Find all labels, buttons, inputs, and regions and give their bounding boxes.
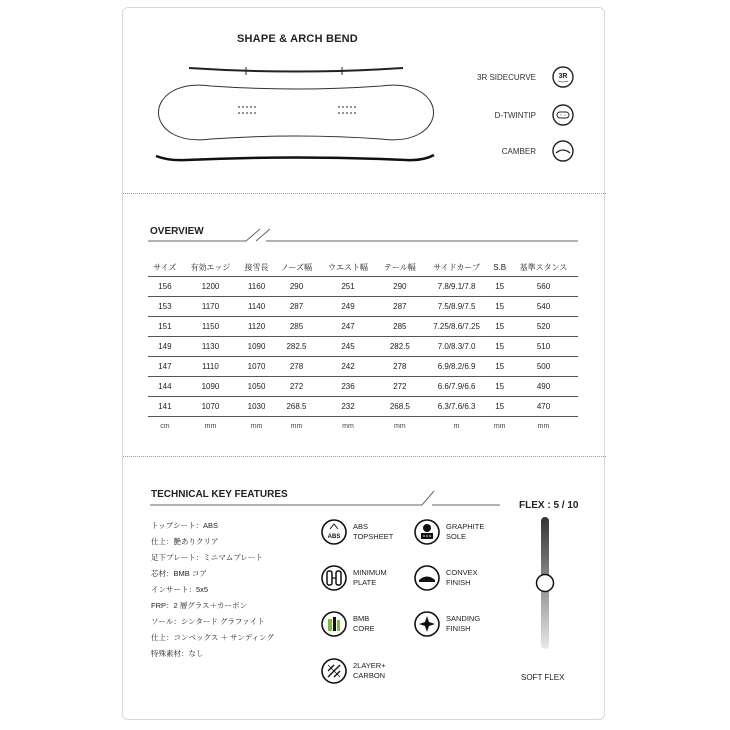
table-cell: 540 <box>509 297 578 317</box>
table-cell: 7.8/9.1/7.8 <box>423 277 491 297</box>
table-cell: 7.0/8.3/7.0 <box>423 337 491 357</box>
table-cell: 285 <box>377 317 423 337</box>
convex-finish-icon <box>414 565 440 591</box>
table-cell: 1030 <box>239 397 274 417</box>
table-cell: 249 <box>319 297 377 317</box>
header-stance: 基準スタンス <box>509 258 578 277</box>
table-cell: 15 <box>490 337 509 357</box>
feature-label: ABS TOPSHEET <box>353 522 394 541</box>
board-outline-icon <box>159 85 434 140</box>
tech-spec-item: 仕上：艶ありクリア <box>151 537 219 546</box>
table-cell: 153 <box>148 297 182 317</box>
table-cell: 1130 <box>182 337 240 357</box>
table-cell: 290 <box>274 277 319 297</box>
feature-label: SANDING FINISH <box>446 614 481 633</box>
feature-label: 2LAYER+ CARBON <box>353 661 386 680</box>
tech-spec-item: 特殊素材：なし <box>151 649 204 658</box>
feature-2layer-carbon <box>321 658 421 688</box>
table-cell: 278 <box>377 357 423 377</box>
table-cell: 6.3/7.6/6.3 <box>423 397 491 417</box>
profile-label-3r: 3R SIDECURVE <box>477 73 536 82</box>
table-cell: 1170 <box>182 297 240 317</box>
abs-topsheet-icon <box>321 519 347 545</box>
header-setback: S.B <box>490 258 509 277</box>
table-cell: 278 <box>274 357 319 377</box>
flex-knob <box>537 575 554 592</box>
spec-sheet-card <box>122 7 605 720</box>
header-sidecurve: サイドカーブ <box>423 258 491 277</box>
table-row <box>148 277 578 297</box>
sidecut-line-icon <box>189 67 403 75</box>
minimum-plate-icon <box>321 565 347 591</box>
table-cell: 1070 <box>239 357 274 377</box>
unit-cell: m <box>453 423 460 430</box>
tech-spec-item: トップシート：ABS <box>151 521 218 530</box>
header-tail-width: テール幅 <box>377 258 423 277</box>
feature-label: CONVEX FINISH <box>446 568 478 587</box>
table-cell: 290 <box>377 277 423 297</box>
table-cell: 268.5 <box>377 397 423 417</box>
header-nose-width: ノーズ幅 <box>274 258 319 277</box>
feature-minimum-plate <box>321 565 421 595</box>
table-cell: 282.5 <box>274 337 319 357</box>
table-cell: 282.5 <box>377 337 423 357</box>
header-effective-edge: 有効エッジ <box>182 258 240 277</box>
unit-cell: mm <box>394 423 406 430</box>
d-twintip-icon <box>552 104 574 126</box>
table-cell: 272 <box>274 377 319 397</box>
table-cell: 15 <box>490 397 509 417</box>
table-cell: 1090 <box>182 377 240 397</box>
table-cell: 7.5/8.9/7.5 <box>423 297 491 317</box>
feature-sanding-finish <box>414 611 514 641</box>
tech-spec-item: 足下プレート：ミニマムプレート <box>151 553 263 562</box>
table-cell: 520 <box>509 317 578 337</box>
table-cell: 247 <box>319 317 377 337</box>
table-cell: 7.25/8.6/7.25 <box>423 317 491 337</box>
bmb-core-icon <box>321 611 347 637</box>
tech-spec-list <box>151 518 274 662</box>
unit-cell: mm <box>342 423 354 430</box>
camber-icon <box>552 140 574 162</box>
table-cell: 232 <box>319 397 377 417</box>
table-row <box>148 297 578 317</box>
table-cell: 510 <box>509 337 578 357</box>
table-cell: 156 <box>148 277 182 297</box>
flex-slider <box>533 513 557 653</box>
table-cell: 147 <box>148 357 182 377</box>
tech-heading-rule <box>150 488 500 506</box>
profile-label-camber: CAMBER <box>501 147 536 156</box>
abs-badge-text: ABS <box>327 534 341 540</box>
table-cell: 15 <box>490 297 509 317</box>
table-cell: 15 <box>490 377 509 397</box>
camber-profile-icon <box>156 155 434 160</box>
table-cell: 1050 <box>239 377 274 397</box>
table-cell: 1150 <box>182 317 240 337</box>
table-cell: 470 <box>509 397 578 417</box>
table-cell: 245 <box>319 337 377 357</box>
table-cell: 1140 <box>239 297 274 317</box>
table-cell: 500 <box>509 357 578 377</box>
feature-graphite-sole <box>414 519 514 549</box>
table-cell: 1200 <box>182 277 240 297</box>
table-cell: 1110 <box>182 357 240 377</box>
feature-label: BMB CORE <box>353 614 375 633</box>
tech-spec-item: 仕上：コンベックス ＋ サンディング <box>151 633 274 642</box>
table-cell: 287 <box>274 297 319 317</box>
table-cell: 15 <box>490 357 509 377</box>
table-cell: 287 <box>377 297 423 317</box>
table-cell: 560 <box>509 277 578 297</box>
soft-flex-label: SOFT FLEX <box>521 673 565 682</box>
feature-label: MINIMUM PLATE <box>353 568 387 587</box>
3r-sidecurve-icon <box>552 66 574 88</box>
table-cell: 15 <box>490 317 509 337</box>
table-row <box>148 377 578 397</box>
table-cell: 149 <box>148 337 182 357</box>
table-cell: 144 <box>148 377 182 397</box>
feature-abs-topsheet <box>321 519 421 549</box>
flex-title: FLEX : 5 / 10 <box>519 500 579 511</box>
table-cell: 6.6/7.9/6.6 <box>423 377 491 397</box>
feature-label: GRAPHITE SOLE <box>446 522 485 541</box>
table-cell: 1120 <box>239 317 274 337</box>
overview-title: OVERVIEW <box>150 226 204 237</box>
unit-cell: mm <box>204 423 217 430</box>
tech-spec-item: 芯材：BMB コア <box>151 569 207 578</box>
table-cell: 1090 <box>239 337 274 357</box>
table-cell: 285 <box>274 317 319 337</box>
sanding-finish-icon <box>414 611 440 637</box>
unit-cell: cm <box>160 423 170 430</box>
table-cell: 490 <box>509 377 578 397</box>
table-cell: 236 <box>319 377 377 397</box>
table-cell: 151 <box>148 317 182 337</box>
feature-bmb-core <box>321 611 421 641</box>
header-waist-width: ウエスト幅 <box>319 258 377 277</box>
tech-title: TECHNICAL KEY FEATURES <box>151 489 288 500</box>
overview-heading-rule <box>148 226 578 242</box>
3r-badge-text: 3R <box>558 73 568 80</box>
2layer-carbon-icon <box>321 658 347 684</box>
table-cell: 251 <box>319 277 377 297</box>
tech-spec-item: ソール：シンタード グラファイト <box>151 617 265 626</box>
shape-title: SHAPE & ARCH BEND <box>237 33 358 45</box>
table-cell: 1070 <box>182 397 240 417</box>
table-cell: 268.5 <box>274 397 319 417</box>
table-cell: 272 <box>377 377 423 397</box>
table-cell: 141 <box>148 397 182 417</box>
unit-cell: mm <box>537 423 550 430</box>
spec-table <box>148 258 578 436</box>
unit-cell: mm <box>493 423 506 430</box>
table-row <box>148 357 578 377</box>
section-divider <box>123 193 606 194</box>
header-size: サイズ <box>148 258 182 277</box>
spec-table-header <box>148 258 578 277</box>
table-units-row <box>148 417 578 437</box>
unit-cell: mm <box>290 423 303 430</box>
table-row <box>148 337 578 357</box>
table-cell: 242 <box>319 357 377 377</box>
profile-label-twintip: D-TWINTIP <box>494 111 536 120</box>
header-contact-length: 接雪長 <box>239 258 274 277</box>
table-cell: 6.9/8.2/6.9 <box>423 357 491 377</box>
unit-cell: mm <box>250 423 263 430</box>
tech-spec-item: FRP：2 層グラス＋カーボン <box>151 601 248 610</box>
section-divider <box>123 456 606 457</box>
feature-convex-finish <box>414 565 514 595</box>
table-cell: 15 <box>490 277 509 297</box>
tech-spec-item: インサート：5x5 <box>151 585 209 594</box>
graphite-sole-icon <box>414 519 440 545</box>
table-row <box>148 317 578 337</box>
table-cell: 1160 <box>239 277 274 297</box>
table-row <box>148 397 578 417</box>
board-shape-diagram <box>151 63 441 173</box>
